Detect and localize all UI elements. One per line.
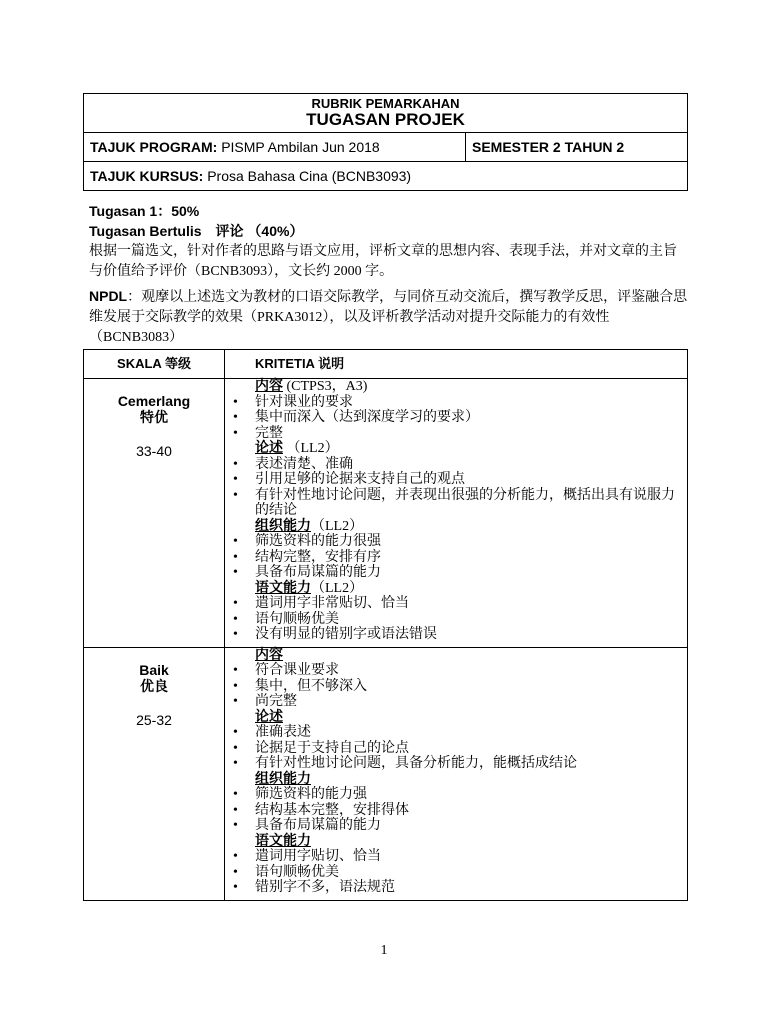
criteria-list xyxy=(231,457,681,519)
npdl-label: NPDL xyxy=(89,288,128,304)
npdl-text: ：观摩以上述选文为教材的口语交际教学，与同侪互动交流后，撰写教学反思，评鉴融合思维发展于交际教学的效果（PRKA3012），以及评析教学活动对提升交际能力的有效性（BCNB3083） xyxy=(89,290,688,345)
criteria-cell xyxy=(225,648,687,900)
section-name: 论述 xyxy=(255,441,283,456)
criteria-section-title xyxy=(231,648,681,664)
semester-text: SEMESTER 2 TAHUN 2 xyxy=(472,139,625,155)
criteria-list xyxy=(231,725,681,772)
criteria-item: • 准确表述 xyxy=(231,725,681,741)
criteria-item: • 结构完整，安排有序 xyxy=(231,550,681,566)
header-title-block xyxy=(84,94,687,133)
criteria-header: KRITETIA 说明 xyxy=(255,356,345,371)
criteria-section-title xyxy=(231,441,681,457)
rubric-row xyxy=(84,379,687,648)
program-cell xyxy=(84,133,466,161)
rubric-title: RUBRIK PEMARKAHAN xyxy=(311,96,460,111)
section-name: 论述 xyxy=(255,709,283,725)
criteria-item: • 符合课业要求 xyxy=(231,663,681,679)
score-range: 25-32 xyxy=(136,711,172,728)
scale-cell xyxy=(84,648,225,900)
criteria-cell xyxy=(225,379,687,647)
criteria-item: • 遣词用字贴切、恰当 xyxy=(231,849,681,865)
criteria-list xyxy=(231,787,681,834)
page-number: 1 xyxy=(380,943,388,958)
criteria-item: • 表述清楚、准确 xyxy=(231,457,681,473)
criteria-section-title xyxy=(231,834,681,850)
course-value: Prosa Bahasa Cina (BCNB3093) xyxy=(207,168,412,184)
section-name: 内容 xyxy=(255,379,283,394)
section-name: 内容 xyxy=(255,647,283,663)
scale-cell xyxy=(84,379,225,647)
criteria-item: • 引用足够的论据来支持自己的观点 xyxy=(231,472,681,488)
section-code: （LL2） xyxy=(311,518,364,534)
criteria-item: • 完整 xyxy=(231,426,681,442)
level-name-en: Cemerlang xyxy=(117,393,191,409)
task-description: 根据一篇选文，针对作者的思路与语文应用，评析文章的思想内容、表现手法，并对文章的主旨与价值给予评价（BCNB3093），文长约 2000 字。 xyxy=(89,244,677,279)
section-code: (CTPS3，A3) xyxy=(283,379,368,394)
course-row xyxy=(84,162,687,190)
criteria-list xyxy=(231,596,681,643)
criteria-item: • 语句顺畅优美 xyxy=(231,865,681,881)
program-value: PISMP Ambilan Jun 2018 xyxy=(221,139,380,155)
criteria-item: • 筛选资料的能力强 xyxy=(231,787,681,803)
level-name-cn: 特优 xyxy=(140,409,168,425)
section-name: 语文能力 xyxy=(255,580,311,596)
project-title: TUGASAN PROJEK xyxy=(306,110,465,129)
semester-cell xyxy=(466,139,624,155)
criteria-item: • 筛选资料的能力很强 xyxy=(231,534,681,550)
criteria-item: • 针对课业的要求 xyxy=(231,395,681,411)
criteria-item: • 尚完整 xyxy=(231,694,681,710)
criteria-section-title xyxy=(231,710,681,726)
criteria-item: • 结构基本完整，安排得体 xyxy=(231,803,681,819)
criteria-item: • 集中而深入（达到深度学习的要求） xyxy=(231,410,681,426)
criteria-item: • 遣词用字非常贴切、恰当 xyxy=(231,596,681,612)
course-cell xyxy=(84,168,411,184)
section-code: （LL2） xyxy=(283,441,339,456)
program-row xyxy=(84,133,687,162)
assignment-weight: Tugasan 1：50% xyxy=(89,203,200,219)
section-code: （LL2） xyxy=(311,580,364,596)
criteria-item: • 错别字不多，语法规范 xyxy=(231,880,681,896)
criteria-item: • 有针对性地讨论问题，并表现出很强的分析能力，概括出具有说服力的结论 xyxy=(231,488,681,519)
criteria-section-title xyxy=(231,379,681,395)
criteria-item: • 具备布局谋篇的能力 xyxy=(231,565,681,581)
criteria-section-title xyxy=(231,772,681,788)
intro-section xyxy=(89,202,689,348)
criteria-section-title xyxy=(231,519,681,535)
level-name-en: Baik xyxy=(139,661,169,678)
criteria-section-title xyxy=(231,581,681,597)
criteria-item: • 论据足于支持自己的论点 xyxy=(231,741,681,757)
rubric-header-row xyxy=(84,350,687,379)
section-name: 组织能力 xyxy=(255,771,311,787)
rubric-row xyxy=(84,648,687,900)
criteria-item: • 没有明显的错别字或语法错误 xyxy=(231,627,681,643)
criteria-item: • 语句顺畅优美 xyxy=(231,612,681,628)
section-name: 组织能力 xyxy=(255,518,311,534)
level-name-cn: 优良 xyxy=(140,677,168,694)
criteria-item: • 集中，但不够深入 xyxy=(231,679,681,695)
course-label: TAJUK KURSUS: xyxy=(90,168,204,184)
rubric-body xyxy=(84,379,687,900)
criteria-list xyxy=(231,534,681,581)
criteria-list xyxy=(231,663,681,710)
scale-header: SKALA 等级 xyxy=(84,350,225,378)
criteria-item: • 有针对性地讨论问题，具备分析能力，能概括成结论 xyxy=(231,756,681,772)
rubric-table xyxy=(83,349,688,901)
score-range: 33-40 xyxy=(136,443,172,459)
criteria-list xyxy=(231,849,681,896)
written-task: Tugasan Bertulis 评论 （40%） xyxy=(89,223,304,239)
criteria-item: • 具备布局谋篇的能力 xyxy=(231,818,681,834)
header-table xyxy=(83,93,688,191)
criteria-list xyxy=(231,395,681,442)
program-label: TAJUK PROGRAM: xyxy=(90,139,218,155)
npdl-paragraph xyxy=(89,286,689,348)
section-name: 语文能力 xyxy=(255,833,311,849)
